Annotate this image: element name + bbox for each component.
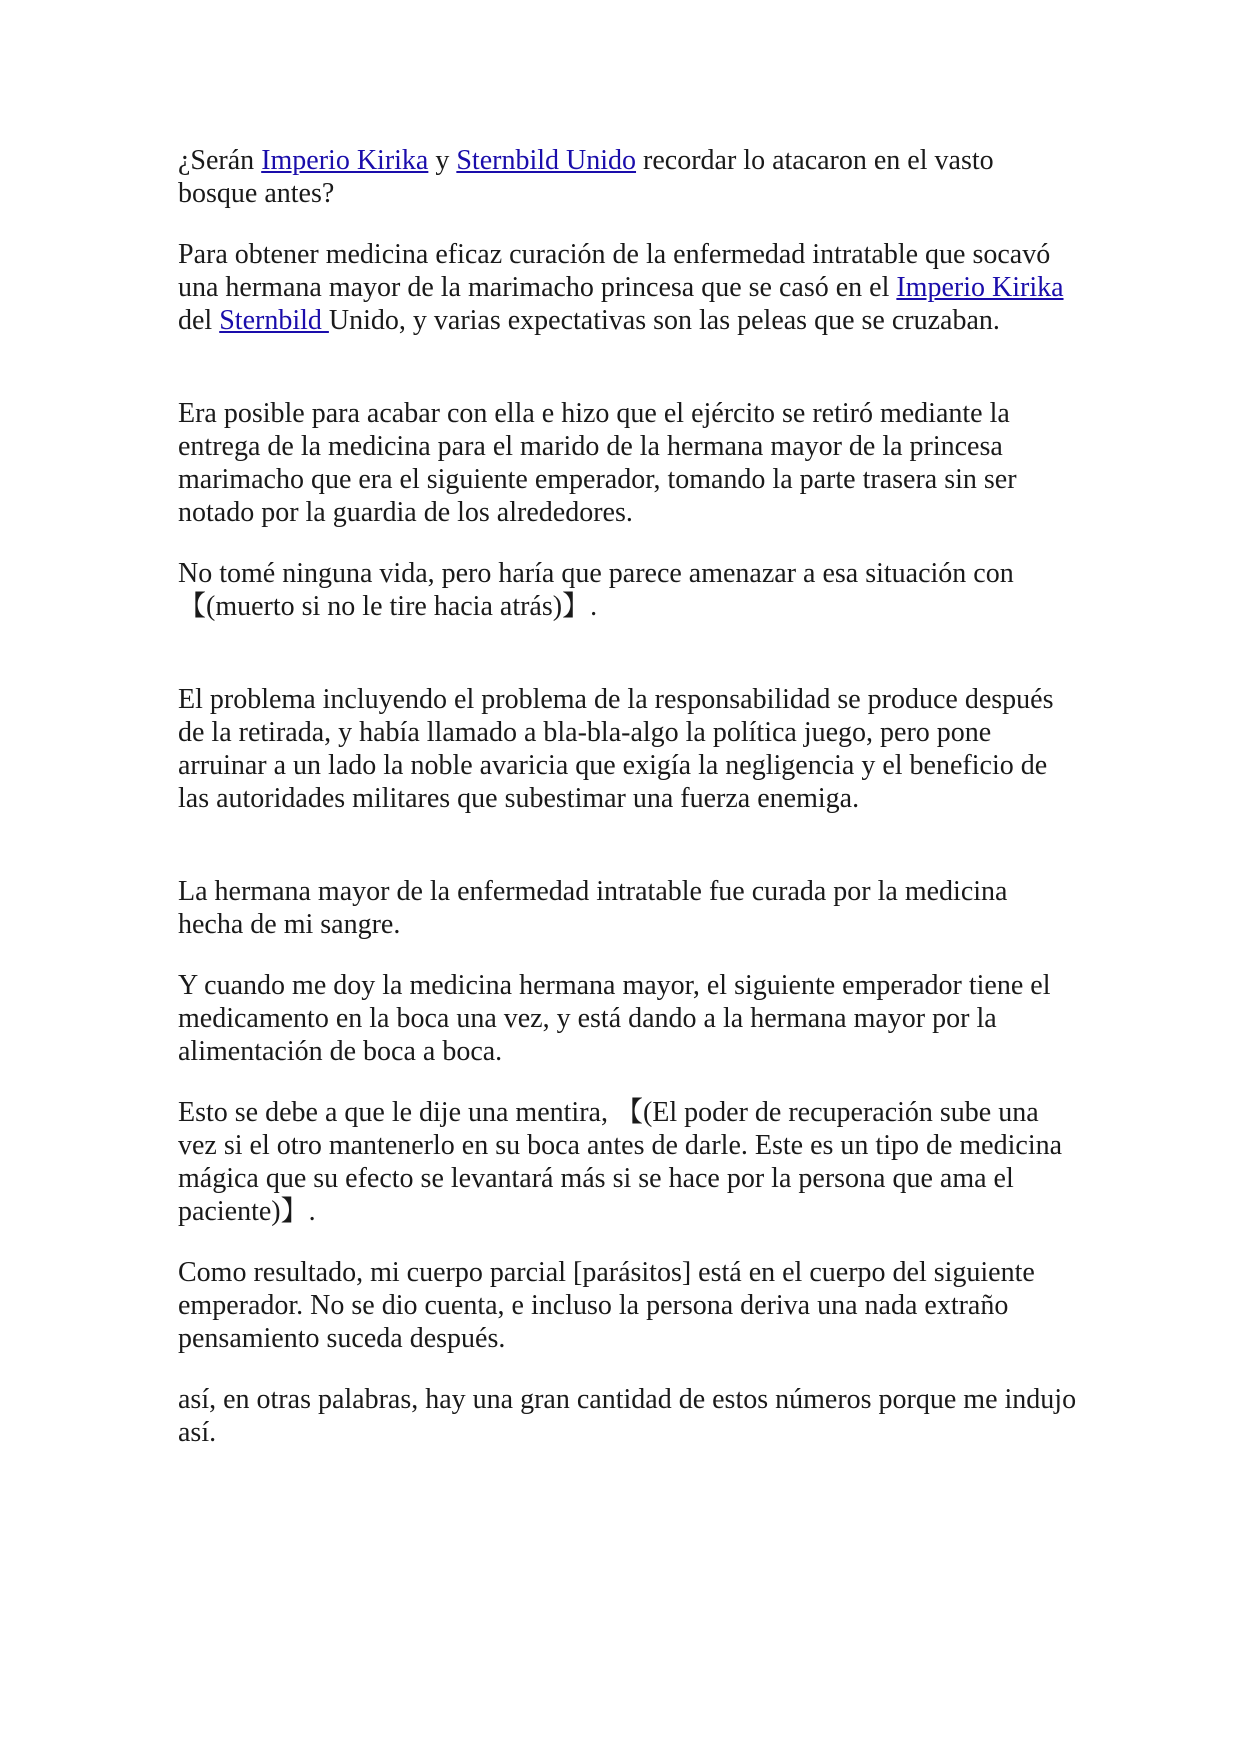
paragraph-1: ¿Serán Imperio Kirika y Sternbild Unido recordar lo atacaron en el vasto bosque antes?	[178, 145, 994, 209]
document-page	[178, 144, 1078, 1477]
paragraph-8: Esto se debe a que le dije una mentira, 【(El poder de recuperación sube una vez si el otro mantenerlo en su boca antes de darle. Este es un tipo de medicina mágica que su efecto se levantará más si se hace por la persona que ama el paciente)】.	[178, 1097, 1063, 1227]
paragraph-7: Y cuando me doy la medicina hermana mayor, el siguiente emperador tiene el medicamento en la boca una vez, y está dando a la hermana mayor por la alimentación de boca a boca.	[178, 970, 1051, 1067]
link-sternbild-unido[interactable]: Sternbild Unido	[456, 145, 637, 176]
paragraph-2: Para obtener medicina eficaz curación de la enfermedad intratable que socavó una hermana mayor de la marimacho princesa que se casó en el Imperio Kirika del Sternbild Unido, y varias expectativas son las peleas que se cruzaban.	[178, 239, 1064, 336]
link-imperio-kirika[interactable]: Imperio Kirika	[896, 272, 1064, 303]
paragraph-10: así, en otras palabras, hay una gran cantidad de estos números porque me indujo así.	[178, 1384, 1077, 1448]
link-sternbild[interactable]: Sternbild	[219, 305, 329, 336]
paragraph-5: El problema incluyendo el problema de la responsabilidad se produce después de la retirada, y había llamado a bla-bla-algo la política juego, pero pone arruinar a un lado la noble avaricia que exigía la negligencia y el beneficio de las autoridades militares que subestimar una fuerza enemiga.	[178, 684, 1054, 814]
link-imperio-kirika[interactable]: Imperio Kirika	[261, 145, 429, 176]
paragraph-6: La hermana mayor de la enfermedad intratable fue curada por la medicina hecha de mi sangre.	[178, 876, 1008, 940]
paragraph-3: Era posible para acabar con ella e hizo que el ejército se retiró mediante la entrega de la medicina para el marido de la hermana mayor de la princesa marimacho que era el siguiente emperador, tomando la parte trasera sin ser notado por la guardia de los alrededores.	[178, 398, 1017, 528]
paragraph-4: No tomé ninguna vida, pero haría que parece amenazar a esa situación con 【(muerto si no le tire hacia atrás)】.	[178, 558, 1014, 622]
paragraph-9: Como resultado, mi cuerpo parcial [parásitos] está en el cuerpo del siguiente emperador. No se dio cuenta, e incluso la persona deriva una nada extraño pensamiento suceda después.	[178, 1257, 1035, 1354]
